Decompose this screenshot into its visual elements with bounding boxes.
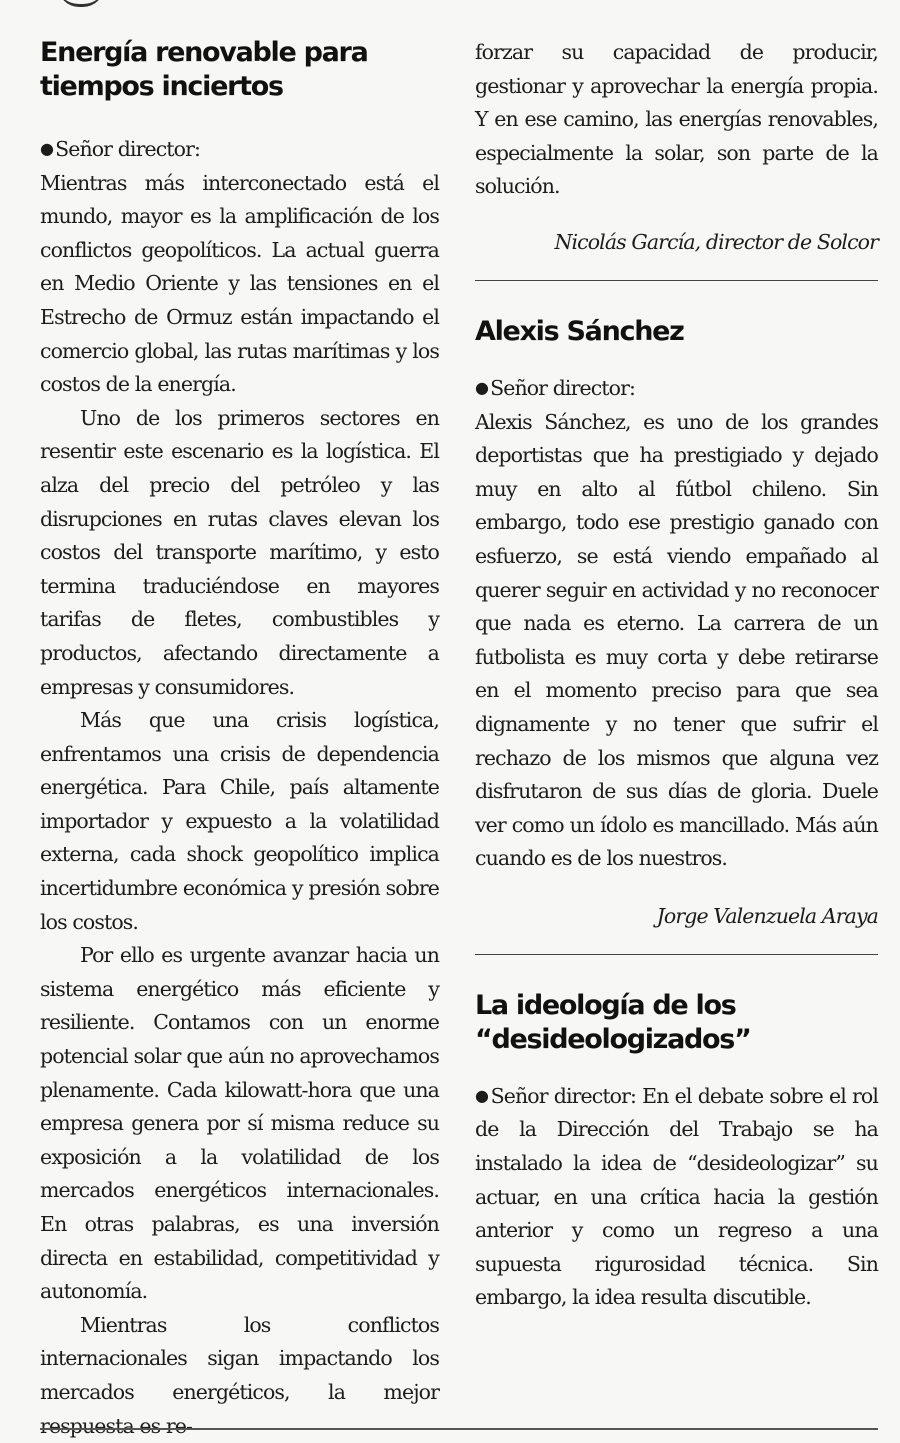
letter-title-sanchez: Alexis Sánchez	[475, 315, 684, 347]
letter-body-sanchez	[475, 371, 878, 876]
paragraph: Más que una crisis logística, enfrentamos una crisis de dependencia energética. Para Chile, país altamente importador y expuesto a la volatilidad externa, cada shock geopolítico implica incertidumbre económica y presión sobre los costos.	[40, 708, 439, 934]
bullet-icon: ●	[475, 1085, 489, 1105]
letter-body-ideologia	[475, 1079, 878, 1315]
page-corner-mark	[58, 0, 104, 7]
paragraph: Mientras más interconectado está el mundo, mayor es la amplificación de los conflictos geopolíticos. La actual guerra en Medio Oriente y las tensiones en el Estrecho de Ormuz están impactando el comercio global, las rutas marítimas y los costos de la energía.	[40, 170, 439, 397]
paragraph: forzar su capacidad de producir, gestionar y aprovechar la energía propia. Y en ese camino, las energías renovables, especialmente la solar, son parte de la solución.	[475, 40, 878, 199]
letter-continuation	[475, 36, 878, 204]
salutation: ●Señor director:	[40, 137, 200, 161]
right-column	[475, 36, 878, 1443]
bullet-icon: ●	[475, 377, 489, 397]
letters-page	[40, 36, 878, 1443]
signature: Jorge Valenzuela Araya	[656, 903, 878, 928]
letter-title-ideologia: La ideología de los “desideologizados”	[475, 989, 751, 1055]
paragraph: Uno de los primeros sectores en resentir este escenario es la logística. El alza del precio del petróleo y las disrupciones en rutas claves elevan los costos del transporte marítimo, y esto termina traduciéndose en mayores tarifas de fletes, combustibles y productos, afectando directamente a empresas y consumidores.	[40, 405, 439, 699]
divider	[475, 954, 878, 955]
paragraph: Mientras los conflictos internacionales sigan impactando los mercados energéticos, la mejor respuesta es re-	[40, 1312, 439, 1438]
letter-title-energia: Energía renovable para tiempos inciertos	[40, 37, 368, 102]
paragraph: Por ello es urgente avanzar hacia un sistema energético más eficiente y resiliente. Contamos con un enorme potencial solar que aún no aprovechamos plenamente. Cada kilowatt-hora que una empresa genera por sí misma reduce su exposición a la volatilidad de los mercados energéticos internacionales. En otras palabras, es una inversión directa en estabilidad, competitividad y autonomía.	[40, 943, 439, 1304]
paragraph: ●Señor director: En el debate sobre el rol de la Dirección del Trabajo se ha instalado la idea de “desideologizar” su actuar, en una crítica hacia la gestión anterior y como un regreso a una supuesta rigurosidad técnica. Sin embargo, la idea resulta discutible.	[475, 1083, 878, 1310]
divider	[475, 280, 878, 281]
bullet-icon: ●	[40, 139, 54, 158]
bottom-divider	[40, 1428, 878, 1430]
salutation: ●Señor director:	[475, 375, 635, 400]
signature: Nicolás García, director de Solcor	[554, 229, 878, 254]
letter-body-energia	[40, 132, 439, 1443]
left-column	[40, 36, 439, 1443]
paragraph: Alexis Sánchez, es uno de los grandes deportistas que ha prestigiado y dejado muy en alto al fútbol chileno. Sin embargo, todo ese prestigio ganado con esfuerzo, se está viendo empañado al querer seguir en actividad y no reconocer que nada es eterno. La carrera de un futbolista es muy corta y debe retirarse en el momento preciso para que sea dignamente y no tener que sufrir el rechazo de los mismos que alguna vez disfrutaron de sus días de gloria. Duele ver como un ídolo es mancillado. Más aún cuando es de los nuestros.	[475, 409, 878, 871]
